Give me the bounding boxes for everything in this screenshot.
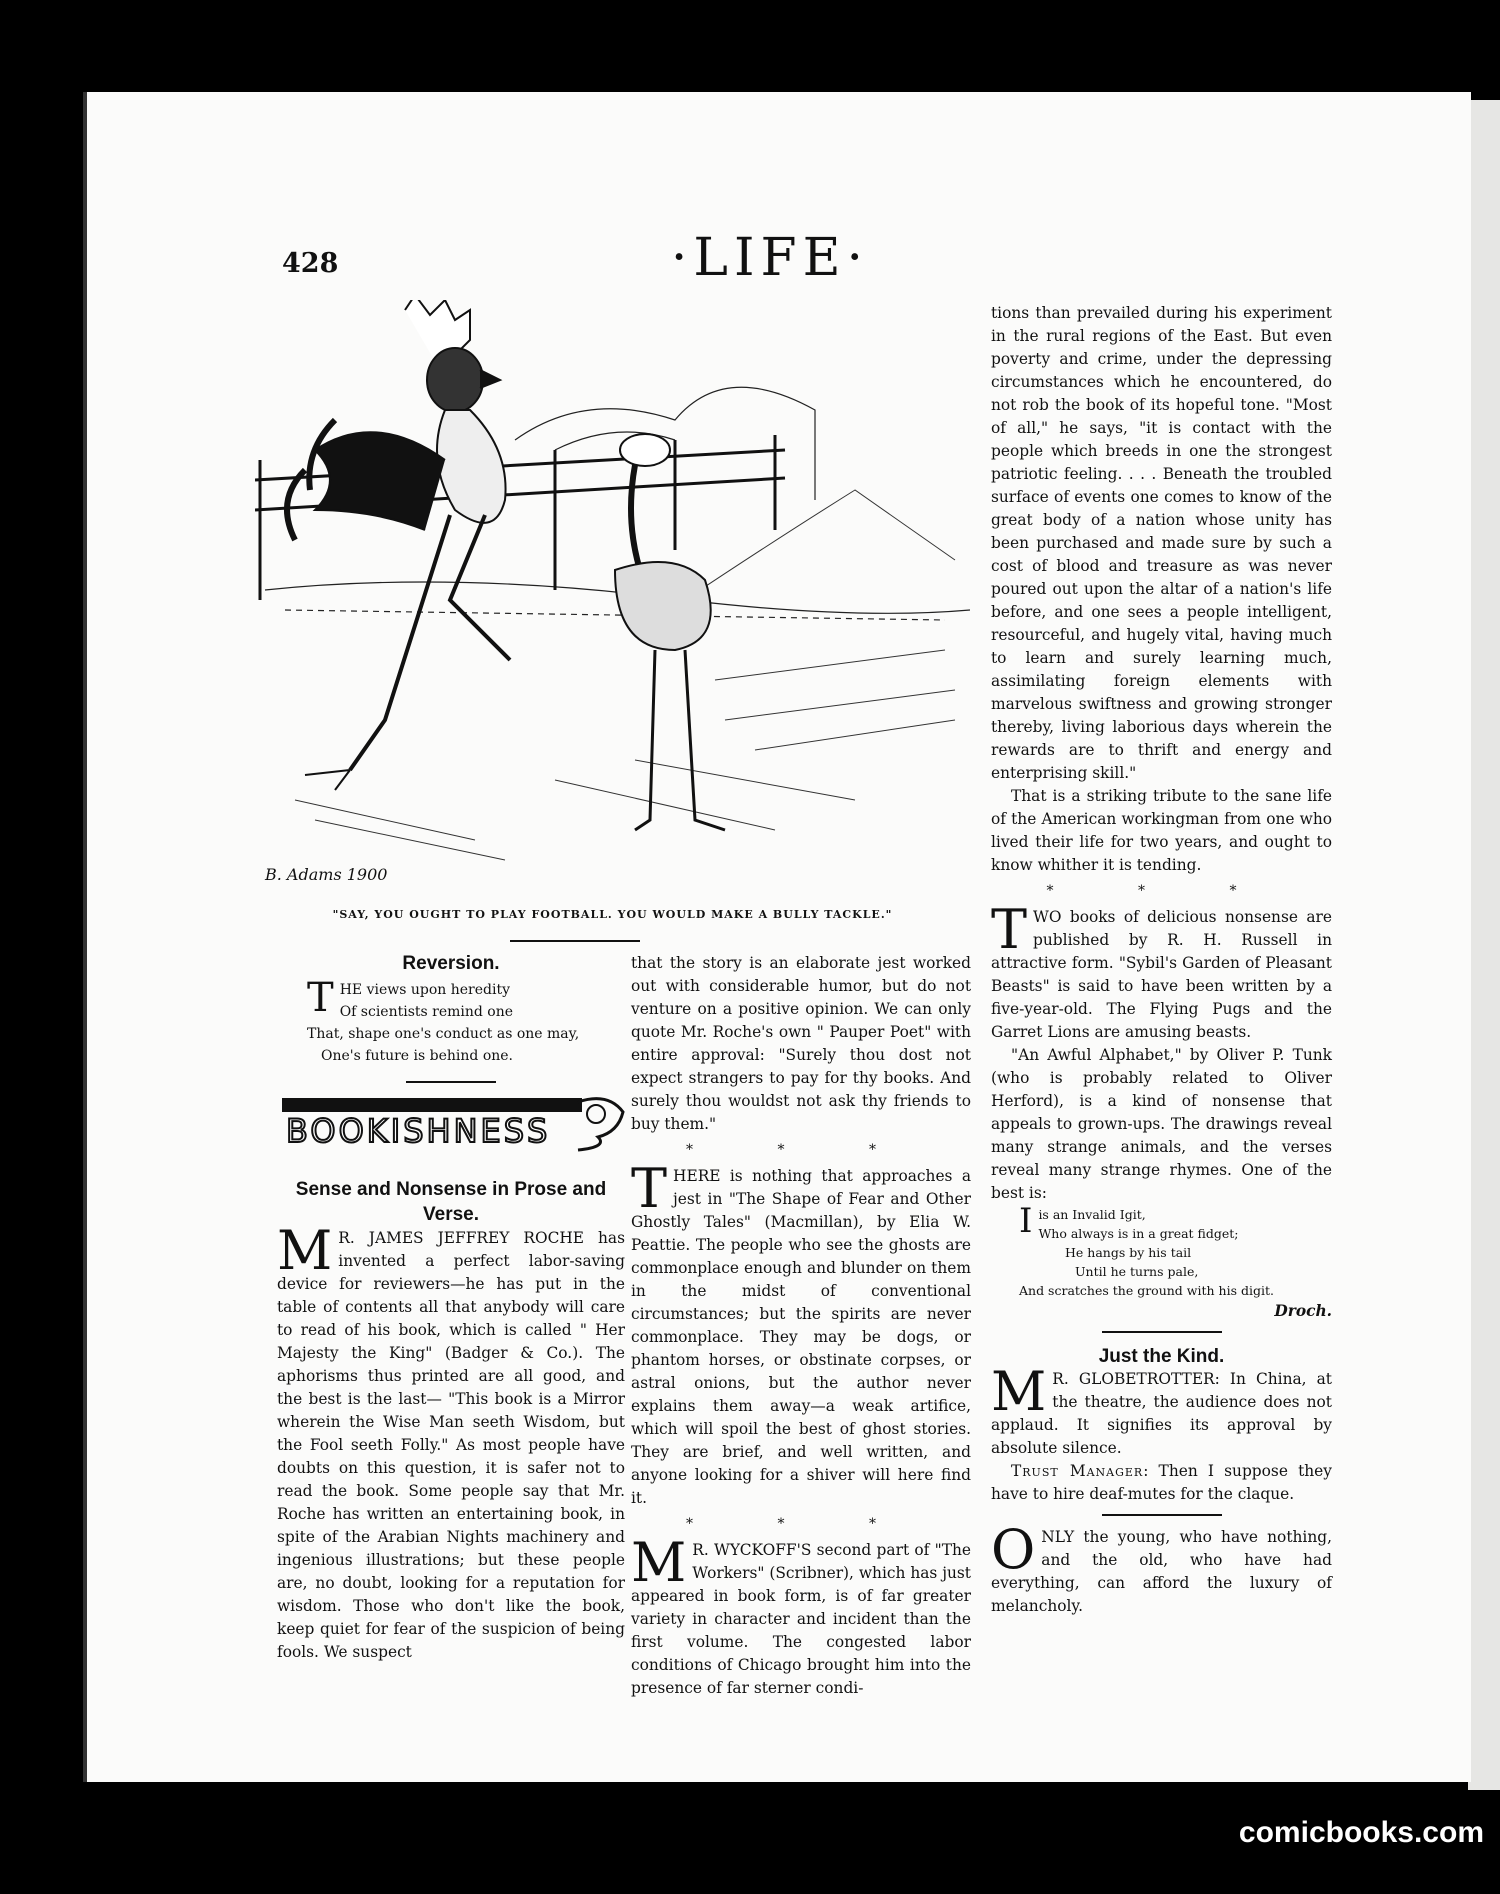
rooster: [287, 300, 510, 790]
peattie-review-text: HERE is nothing that approaches a jest in "The Shape of Fear and Other Ghostly Tales" (Macmillan), by Elia W. Peattie. The people who see the ghosts are commonplace enough and blunder on them in the midst of conventional circumstances; but the spirits are never commonplace. They may be dogs, or phantom horses, or obstinate corpses, or astral onions, but the author never explains them away—a weak artifice, which will spoil the best of ghost stories. They are brief, and well written, and anyone looking for a shiver will here find it.: [631, 1167, 971, 1507]
only-young-text: NLY the young, who have nothing, and the old, who have had everything, can afford the luxury of melancholy.: [991, 1528, 1332, 1615]
alphabet-review-text: "An Awful Alphabet," by Oliver P. Tunk (who is probably related to Oliver Herford), is a kind of nonsense that appeals to grown-ups. The drawings reveal many strange animals, and the verses reveal many strange rhymes. One of the best is:: [991, 1046, 1332, 1202]
section-rule: [1102, 1514, 1222, 1516]
reversion-dropcap: T: [307, 975, 334, 1021]
bookishness-banner-text: BOOKISHNESS: [286, 1112, 551, 1150]
poem-line: Who always is in a great fidget;: [1038, 1226, 1239, 1241]
wyckoff-dropcap: M: [631, 1531, 687, 1594]
masthead-title: ·LIFE·: [670, 228, 870, 288]
reversion-poem: [277, 975, 625, 1067]
bookishness-banner: [278, 1092, 628, 1154]
section-stars: * * *: [686, 1516, 916, 1532]
page-number: 428: [282, 248, 339, 279]
poem-line: He hangs by his tail: [1065, 1245, 1192, 1260]
only-young-dropcap: O: [991, 1518, 1036, 1581]
roche-review-text: R. JAMES JEFFREY ROCHE has invented a perfect labor-saving device for reviewers—he has put in the table of contents all that anybody will care to read of his book, which is called " Her Majesty the King" (Badger & Co.). The aphorisms thus printed are all good, and the best is the last— "This book is a Mirror wherein the Wise Man seeth Wisdom, but the Fool seeth Folly." As most people have doubts on this question, it is safer not to read the book. Some people say that Mr. Roche has written an entertaining book, in spite of the Arabian Nights machinery and ingenious illustrations; but these people are, no doubt, looking for a reputation for wisdom. Those who don't like the book, keep quiet for fear of the suspicion of being fools. We suspect: [277, 1229, 625, 1661]
column-2: [631, 952, 971, 1700]
section-stars: * * *: [1046, 883, 1277, 899]
roche-review-continued: that the story is an elaborate jest worked out with considerable humor, but do not venture on a positive opinion. We can only quote Mr. Roche's own " Pauper Poet" with entire approval: "Surely thou dost not expect strangers to pay for thy books. And surely thou wouldst not ask thy friends to buy them.": [631, 954, 971, 1133]
bookishness-title: Sense and Nonsense in Prose and Verse.: [295, 1179, 607, 1225]
reversion-line: One's future is behind one.: [321, 1048, 513, 1064]
russell-dropcap: T: [991, 898, 1028, 961]
section-stars: * * *: [686, 1142, 916, 1158]
tribute-paragraph: That is a striking tribute to the sane life of the American workingman from one who lived their life for two years, and ought to know whither it is tending.: [991, 787, 1332, 874]
just-the-kind-title: Just the Kind.: [1098, 1346, 1225, 1367]
rooster-ostrich-illustration: [255, 300, 970, 900]
trust-manager-reply: : Then I suppose they have to hire deaf-mutes for the claque.: [991, 1462, 1332, 1503]
ostrich: [615, 434, 725, 830]
artist-signature: B. Adams 1900: [265, 865, 388, 884]
globetrotter-dropcap: M: [991, 1360, 1047, 1423]
review-signature: Droch.: [1274, 1302, 1332, 1320]
poem-dropcap: I: [1019, 1201, 1033, 1241]
trust-manager-speaker: Trust Manager: [1011, 1462, 1144, 1480]
reversion-line: HE views upon heredity: [339, 982, 510, 998]
reversion-line: Of scientists remind one: [339, 1004, 514, 1020]
wyckoff-review-text: R. WYCKOFF'S second part of "The Workers" (Scribner), which has just appeared in book form, is of far greater variety in character and incident than the first volume. The congested labor conditions of Chicago brought him into the presence of far sterner condi-: [631, 1541, 971, 1697]
section-rule: [1102, 1331, 1222, 1333]
wyckoff-review-continued: tions than prevailed during his experiment in the rural regions of the East. But even poverty and crime, under the depressing circumstances which he encountered, do not rob the book of its hopeful tone. "Most of all," he says, "it is contact with the people which breeds in one the strongest patriotic feeling. . . . Beneath the troubled surface of events one comes to know of the great body of a nation whose unity has been purchased and made sure by such a cost of blood and treasure as was never poured out upon the altar of a nation's life before, and one sees a people intelligent, resourceful, and hugely vital, having much to learn and surely learning much, assimilating foreign elements with marvelous swiftness and growing stronger thereby, living laborious days wherein the rewards are to thrift and energy and enterprising skill.": [991, 304, 1332, 782]
caption-rule: [510, 940, 640, 942]
reversion-title: Reversion.: [402, 953, 500, 974]
column-3: [991, 302, 1332, 1618]
poem-line: is an Invalid Igit,: [1038, 1207, 1146, 1222]
russell-review-text: WO books of delicious nonsense are published by R. H. Russell in attractive form. "Sybil's Garden of Pleasant Beasts" is said to have been written by a five-year-old. The Flying Pugs and the Garret Lions are amusing beasts.: [991, 908, 1332, 1041]
peattie-dropcap: T: [631, 1157, 668, 1220]
globetrotter-text: R. GLOBETROTTER: In China, at the theatre, the audience does not applaud. It signifies its approval by absolute silence.: [991, 1370, 1332, 1457]
ground-hatching: [295, 490, 955, 860]
section-rule: [406, 1081, 496, 1083]
adjacent-page-edge: [1468, 100, 1500, 1790]
roche-dropcap: M: [277, 1219, 333, 1282]
illustration-caption: "SAY, YOU OUGHT TO PLAY FOOTBALL. YOU WOULD MAKE A BULLY TACKLE.": [332, 908, 893, 921]
column-1: [277, 952, 625, 1664]
watermark-badge: comicbooks.com: [1238, 1816, 1484, 1849]
reversion-line: That, shape one's conduct as one may,: [307, 1026, 580, 1042]
poem-line: And scratches the ground with his digit.: [1019, 1283, 1274, 1298]
poem-line: Until he turns pale,: [1075, 1264, 1199, 1279]
igit-poem: [991, 1201, 1332, 1300]
